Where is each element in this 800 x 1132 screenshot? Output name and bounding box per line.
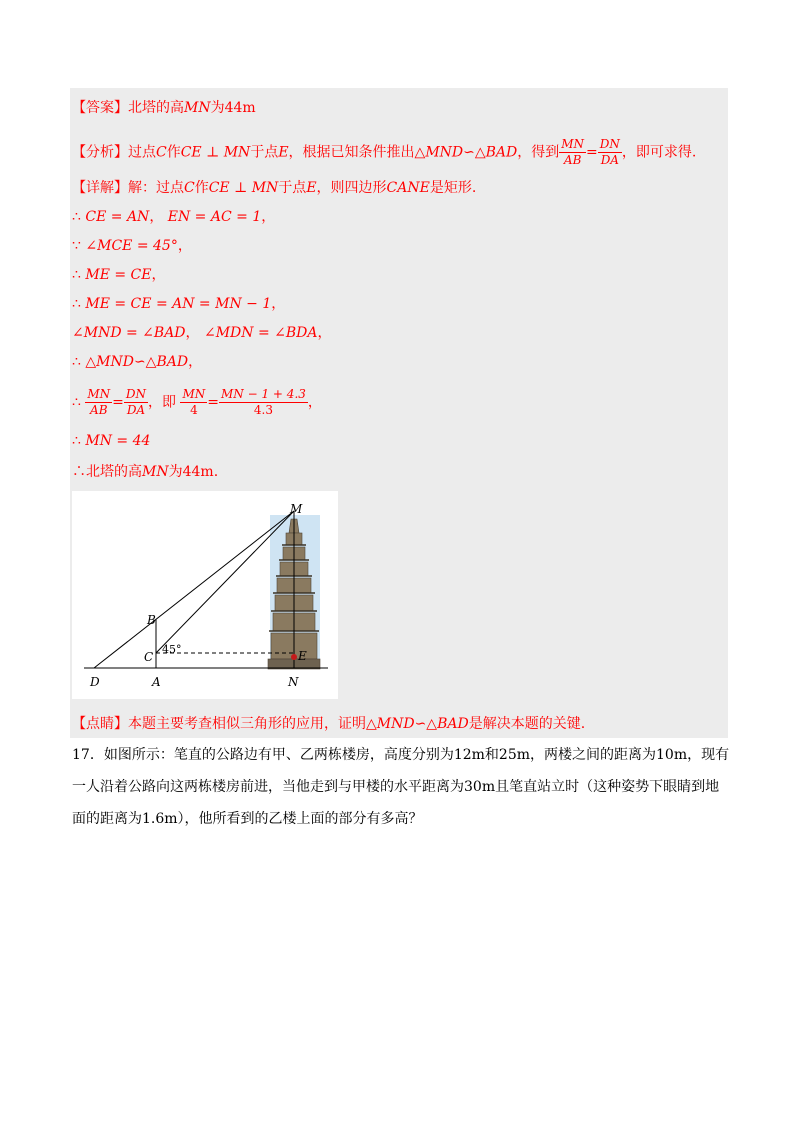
geometry-diagram — [72, 491, 338, 699]
segment-dm — [94, 511, 294, 668]
label-m: M — [290, 502, 303, 516]
result-line: ∴ MN = 44 — [72, 433, 151, 449]
comment-tag: 【点睛】 — [72, 716, 128, 732]
step-line: ∴ ME = CE = AN = MN − 1， — [72, 296, 286, 312]
label-b: B — [147, 613, 156, 627]
step-line: ∠MND = ∠BAD， ∠MDN = ∠BDA， — [72, 325, 332, 341]
pagoda-figure — [72, 491, 338, 699]
point-e-marker — [291, 654, 297, 660]
fraction-mn-43: $\frac{MN - 1 + 4.3}{4.3}$ — [221, 387, 306, 417]
label-angle: 45° — [162, 643, 182, 656]
analysis-line: 【分析】过点C作CE ⊥ MN于点E，根据已知条件推出△MND∽△BAD，得到 $\frac{MN}{AB}$ = $\frac{DN}{DA}$ ，即可求得. — [72, 137, 697, 167]
answer-tag: 【答案】 — [72, 100, 128, 116]
conclusion-line: ∴北塔的高MN为44m. — [72, 464, 219, 480]
detail-line: 【详解】解：过点C作CE ⊥ MN于点E，则四边形CANE是矩形. — [72, 180, 477, 196]
detail-tag: 【详解】 — [72, 180, 128, 196]
step-line: ∴ CE = AN， EN = AC = 1， — [72, 209, 276, 225]
ratio-line: ∴ $\frac{MN}{AB}$ = $\frac{DN}{DA}$ ，即 $\frac{MN}{4}$ = $\frac{MN - 1 + 4.3}{4.3}$ ， — [72, 387, 322, 417]
label-c: C — [144, 650, 154, 664]
question-line: 一人沿着公路向这两栋楼房前进，当他走到与甲楼的水平距离为30m且笔直站立时（这种姿势下眼睛到地 — [72, 779, 720, 795]
step-line: ∵ ∠MCE = 45°， — [72, 238, 192, 254]
fraction-mn-ab: $\frac{MN}{AB}$ — [561, 137, 585, 167]
label-e: E — [298, 649, 307, 663]
label-a: A — [152, 675, 161, 689]
answer-line: 【答案】北塔的高MN为44m — [72, 100, 256, 116]
question-line: 17．如图所示：笔直的公路边有甲、乙两栋楼房，高度分别为12m和25m，两楼之间的距离为10m，现有 — [72, 747, 730, 763]
fraction-dn-da: $\frac{DN}{DA}$ — [125, 387, 147, 417]
comment-line: 【点睛】本题主要考查相似三角形的应用，证明△MND∽△BAD是解决本题的关键. — [72, 716, 586, 732]
fraction-mn-ab: $\frac{MN}{AB}$ — [87, 387, 111, 417]
label-n: N — [288, 675, 299, 689]
question-line: 面的距离为1.6m），他所看到的乙楼上面的部分有多高？ — [72, 811, 423, 827]
fraction-dn-da: $\frac{DN}{DA}$ — [599, 137, 620, 167]
analysis-tag: 【分析】 — [72, 144, 128, 161]
step-line: ∴ △MND∽△BAD， — [72, 354, 203, 370]
label-d: D — [90, 675, 100, 689]
fraction-mn-4: $\frac{MN}{4}$ — [182, 387, 206, 417]
step-line: ∴ ME = CE， — [72, 267, 166, 283]
